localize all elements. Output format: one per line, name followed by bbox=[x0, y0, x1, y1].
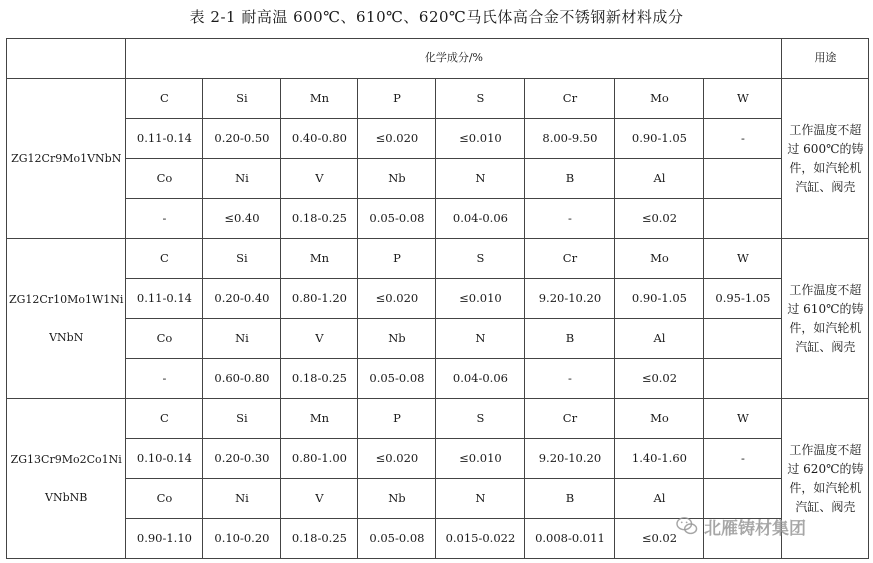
wechat-icon bbox=[676, 516, 698, 536]
element-symbol: S bbox=[436, 239, 525, 279]
element-symbol: P bbox=[358, 239, 436, 279]
watermark-text: 北雁铸材集团 bbox=[704, 518, 806, 539]
element-value: 0.90-1.10 bbox=[126, 519, 203, 559]
material-row bbox=[7, 319, 869, 359]
element-value: ≤0.010 bbox=[436, 279, 525, 319]
element-value: 0.05-0.08 bbox=[358, 519, 436, 559]
element-symbol: W bbox=[704, 399, 782, 439]
element-value: 0.18-0.25 bbox=[281, 519, 358, 559]
element-symbol: Ni bbox=[203, 159, 281, 199]
element-symbol: V bbox=[281, 319, 358, 359]
material-row bbox=[7, 359, 869, 399]
element-value: ≤0.02 bbox=[615, 519, 704, 559]
element-symbol: V bbox=[281, 159, 358, 199]
element-value: - bbox=[525, 199, 615, 239]
usage-line: 汽缸、阀壳 bbox=[795, 339, 856, 354]
element-symbol: C bbox=[126, 79, 203, 119]
element-symbol: V bbox=[281, 479, 358, 519]
element-value: 0.11-0.14 bbox=[126, 119, 203, 159]
element-symbol: C bbox=[126, 239, 203, 279]
element-value: ≤0.020 bbox=[358, 279, 436, 319]
element-value: - bbox=[704, 119, 782, 159]
element-value: ≤0.02 bbox=[615, 359, 704, 399]
element-value: 0.10-0.20 bbox=[203, 519, 281, 559]
element-value: 9.20-10.20 bbox=[525, 279, 615, 319]
element-symbol: S bbox=[436, 399, 525, 439]
element-symbol: W bbox=[704, 79, 782, 119]
usage-line: 件，如汽轮机 bbox=[789, 320, 862, 335]
usage-header: 用途 bbox=[782, 39, 869, 79]
element-symbol: Nb bbox=[358, 319, 436, 359]
element-value: ≤0.010 bbox=[436, 439, 525, 479]
usage-line: 过 610℃的铸 bbox=[787, 301, 864, 316]
element-symbol: B bbox=[525, 159, 615, 199]
composition-table bbox=[6, 38, 869, 559]
usage-description bbox=[782, 239, 869, 399]
empty-cell bbox=[704, 359, 782, 399]
empty-cell bbox=[704, 319, 782, 359]
usage-line: 汽缸、阀壳 bbox=[795, 179, 856, 194]
element-value: 0.04-0.06 bbox=[436, 199, 525, 239]
element-value: 0.95-1.05 bbox=[704, 279, 782, 319]
element-symbol: N bbox=[436, 479, 525, 519]
material-row bbox=[7, 199, 869, 239]
element-value: - bbox=[525, 359, 615, 399]
element-value: 1.40-1.60 bbox=[615, 439, 704, 479]
element-symbol: Co bbox=[126, 159, 203, 199]
element-symbol: P bbox=[358, 79, 436, 119]
table-title: 表 2-1 耐高温 600℃、610℃、620℃马氏体高合金不锈钢新材料成分 bbox=[189, 8, 684, 26]
element-symbol: Mo bbox=[615, 239, 704, 279]
element-symbol: Nb bbox=[358, 479, 436, 519]
element-value: 0.05-0.08 bbox=[358, 199, 436, 239]
element-value: 0.90-1.05 bbox=[615, 279, 704, 319]
element-symbol: C bbox=[126, 399, 203, 439]
element-value: 0.20-0.40 bbox=[203, 279, 281, 319]
material-row bbox=[7, 119, 869, 159]
element-symbol: Si bbox=[203, 239, 281, 279]
material-row bbox=[7, 439, 869, 479]
element-value: 0.015-0.022 bbox=[436, 519, 525, 559]
element-value: 0.04-0.06 bbox=[436, 359, 525, 399]
usage-line: 件，如汽轮机 bbox=[789, 160, 862, 175]
usage-line: 件，如汽轮机 bbox=[789, 480, 862, 495]
material-row bbox=[7, 399, 869, 439]
usage-line: 过 620℃的铸 bbox=[787, 461, 864, 476]
element-value: 0.60-0.80 bbox=[203, 359, 281, 399]
empty-cell bbox=[704, 479, 782, 519]
element-value: ≤0.40 bbox=[203, 199, 281, 239]
element-value: 0.20-0.50 bbox=[203, 119, 281, 159]
element-value: 0.18-0.25 bbox=[281, 359, 358, 399]
material-row bbox=[7, 79, 869, 119]
empty-cell bbox=[704, 159, 782, 199]
element-symbol: Al bbox=[615, 319, 704, 359]
material-grade bbox=[7, 79, 126, 239]
watermark bbox=[676, 514, 806, 538]
element-symbol: Cr bbox=[525, 399, 615, 439]
element-symbol: W bbox=[704, 239, 782, 279]
grade-line: VNbNB bbox=[45, 490, 88, 504]
element-symbol: Al bbox=[615, 159, 704, 199]
composition-header: 化学成分/% bbox=[126, 39, 782, 79]
element-value: - bbox=[126, 199, 203, 239]
element-symbol: Cr bbox=[525, 239, 615, 279]
material-row bbox=[7, 279, 869, 319]
element-symbol: Co bbox=[126, 479, 203, 519]
element-symbol: N bbox=[436, 319, 525, 359]
element-symbol: Nb bbox=[358, 159, 436, 199]
usage-line: 工作温度不超 bbox=[789, 122, 862, 137]
element-value: 0.11-0.14 bbox=[126, 279, 203, 319]
grade-line: ZG12Cr10Mo1W1Ni bbox=[9, 292, 124, 306]
element-value: - bbox=[704, 439, 782, 479]
material-row bbox=[7, 239, 869, 279]
element-value: 0.40-0.80 bbox=[281, 119, 358, 159]
element-value: 0.80-1.20 bbox=[281, 279, 358, 319]
element-value: 8.00-9.50 bbox=[525, 119, 615, 159]
material-row bbox=[7, 479, 869, 519]
element-value: 9.20-10.20 bbox=[525, 439, 615, 479]
grade-header-cell bbox=[7, 39, 126, 79]
usage-line: 工作温度不超 bbox=[789, 282, 862, 297]
element-symbol: N bbox=[436, 159, 525, 199]
material-grade bbox=[7, 399, 126, 559]
element-symbol: S bbox=[436, 79, 525, 119]
element-symbol: Co bbox=[126, 319, 203, 359]
element-value: ≤0.02 bbox=[615, 199, 704, 239]
element-symbol: Al bbox=[615, 479, 704, 519]
grade-line: VNbN bbox=[49, 330, 84, 344]
element-value: 0.20-0.30 bbox=[203, 439, 281, 479]
material-row bbox=[7, 159, 869, 199]
material-grade bbox=[7, 239, 126, 399]
usage-line: 汽缸、阀壳 bbox=[795, 499, 856, 514]
element-symbol: Ni bbox=[203, 319, 281, 359]
element-value: 0.18-0.25 bbox=[281, 199, 358, 239]
element-symbol: Si bbox=[203, 399, 281, 439]
element-value: 0.10-0.14 bbox=[126, 439, 203, 479]
element-symbol: Mo bbox=[615, 399, 704, 439]
element-symbol: Si bbox=[203, 79, 281, 119]
usage-line: 过 600℃的铸 bbox=[787, 141, 864, 156]
usage-description bbox=[782, 79, 869, 239]
element-value: ≤0.010 bbox=[436, 119, 525, 159]
element-symbol: B bbox=[525, 479, 615, 519]
element-value: 0.008-0.011 bbox=[525, 519, 615, 559]
element-value: - bbox=[126, 359, 203, 399]
element-value: 0.90-1.05 bbox=[615, 119, 704, 159]
element-symbol: Mn bbox=[281, 79, 358, 119]
grade-line: ZG13Cr9Mo2Co1Ni bbox=[10, 452, 122, 466]
element-symbol: Mn bbox=[281, 239, 358, 279]
empty-cell bbox=[704, 199, 782, 239]
element-symbol: Mo bbox=[615, 79, 704, 119]
element-value: 0.05-0.08 bbox=[358, 359, 436, 399]
element-value: ≤0.020 bbox=[358, 439, 436, 479]
element-symbol: Mn bbox=[281, 399, 358, 439]
usage-line: 工作温度不超 bbox=[789, 442, 862, 457]
element-symbol: Cr bbox=[525, 79, 615, 119]
element-symbol: B bbox=[525, 319, 615, 359]
grade-line: ZG12Cr9Mo1VNbN bbox=[11, 151, 122, 165]
element-symbol: Ni bbox=[203, 479, 281, 519]
element-symbol: P bbox=[358, 399, 436, 439]
element-value: 0.80-1.00 bbox=[281, 439, 358, 479]
element-value: ≤0.020 bbox=[358, 119, 436, 159]
